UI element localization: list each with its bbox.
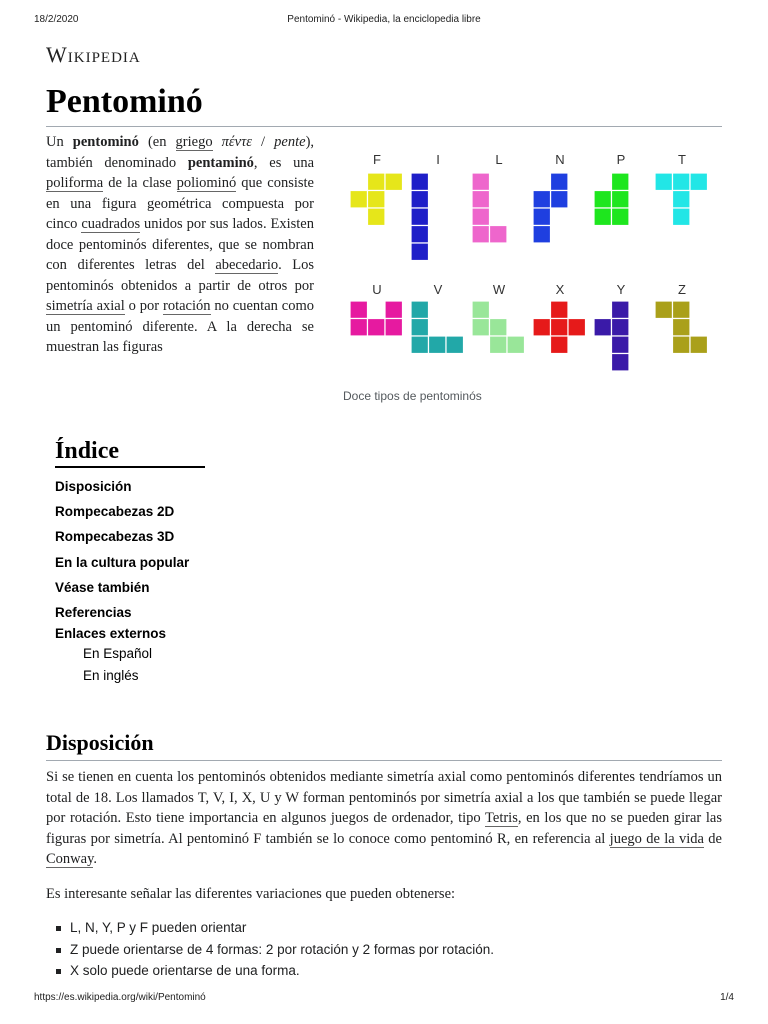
pentomino-cell [368, 208, 386, 226]
print-date: 18/2/2020 [34, 14, 79, 25]
page-title: Pentominó [46, 80, 722, 127]
pentomino-cell [411, 319, 429, 337]
link-rotacion[interactable]: rotación [163, 298, 211, 314]
pentomino-cell [673, 173, 691, 191]
pentomino-cell [690, 173, 708, 191]
pentomino-cell [472, 191, 490, 209]
term-pentomino: pentominó [72, 134, 139, 150]
pentomino-t [655, 152, 708, 226]
pentomino-p [594, 152, 629, 226]
wikipedia-logo[interactable]: Wikipedia [46, 42, 141, 67]
toc-item[interactable]: Referencias [55, 604, 132, 620]
pentomino-cell [385, 319, 403, 337]
pentomino-cell [411, 243, 429, 261]
pentomino-cell [655, 173, 673, 191]
pentomino-cell [594, 191, 612, 209]
pentomino-label: N [555, 152, 565, 167]
pentomino-l [472, 152, 507, 243]
pentomino-y [594, 282, 629, 371]
link-conway[interactable]: Conway [46, 851, 94, 867]
pentomino-cell [551, 191, 569, 209]
pentomino-cell [612, 191, 630, 209]
pentomino-cell [673, 208, 691, 226]
figure-caption: Doce tipos de pentominós [343, 389, 482, 403]
pentomino-cell [472, 226, 490, 244]
link-poliforma[interactable]: poliforma [46, 175, 104, 191]
link-griego[interactable]: griego [175, 134, 213, 150]
pentomino-cell [655, 301, 673, 319]
pentomino-label: X [555, 282, 565, 297]
link-cuadrados[interactable]: cuadrados [81, 216, 141, 232]
pentomino-cell [673, 319, 691, 337]
link-juego-de-la-vida[interactable]: juego de la vida [609, 830, 704, 847]
pentomino-cell [350, 191, 368, 209]
link-abecedario[interactable]: abecedario [215, 257, 279, 273]
pentomino-cell [411, 191, 429, 209]
pentomino-cell [612, 354, 630, 372]
greek-word: πέντε [221, 134, 252, 150]
variations-list [46, 917, 722, 982]
print-header [0, 14, 768, 28]
toc-title: Índice [55, 438, 205, 468]
print-page-number: 1/4 [720, 992, 734, 1003]
table-of-contents [55, 438, 215, 687]
pentomino-cell [673, 336, 691, 354]
intro-paragraph: Un pentominó (en griego πέντε / pente), también denominado pentaminó, es una poliforma de la clase poliominó que consiste en una figura geométrica compuesta por cinco cuadrados unidos por sus lados. Existen doce pentominós diferentes, que se nombran con diferentes letras del abecedario. Los pentominós obtenidos a partir de otros por simetría axial o por rotación no cuentan como un pentominó diferente. A la derecha se muestran las figuras [46, 134, 315, 355]
pentomino-f [350, 152, 403, 226]
pentomino-figure[interactable] [342, 150, 722, 410]
print-url: https://es.wikipedia.org/wiki/Pentominó [34, 992, 206, 1003]
pentomino-cell [490, 226, 508, 244]
pentomino-label: W [492, 282, 506, 297]
pentomino-cell [446, 336, 464, 354]
toc-item[interactable]: Véase también [55, 579, 150, 595]
pentomino-label: V [433, 282, 443, 297]
pentomino-z [655, 282, 708, 354]
term-pentamino: pentaminó [187, 154, 254, 171]
pentomino-i [411, 152, 440, 261]
pentomino-cell [594, 319, 612, 337]
pentomino-cell [385, 301, 403, 319]
pentomino-n [533, 152, 568, 243]
pentomino-cell [472, 319, 490, 337]
pentomino-cell [612, 319, 630, 337]
pentomino-label: U [372, 282, 382, 297]
pentomino-cell [490, 319, 508, 337]
pentomino-cell [551, 319, 569, 337]
pentomino-cell [411, 208, 429, 226]
toc-item[interactable]: Rompecabezas 3D [55, 529, 175, 545]
list-item: Z puede orientarse de 4 formas: 2 por rotación y 2 formas por rotación. [46, 939, 722, 961]
pentomino-label: Z [678, 282, 686, 297]
toc-item[interactable]: Rompecabezas 2D [55, 504, 175, 520]
pentomino-v [411, 282, 464, 354]
pentomino-cell [612, 208, 630, 226]
pentomino-cell [472, 301, 490, 319]
pentomino-cell [368, 173, 386, 191]
pentomino-cell [673, 301, 691, 319]
pentomino-label: T [678, 152, 686, 167]
print-doc-title: Pentominó - Wikipedia, la enciclopedia libre [287, 14, 481, 25]
pentomino-cell [533, 208, 551, 226]
toc-item[interactable]: En la cultura popular [55, 554, 190, 570]
pentomino-cell [411, 336, 429, 354]
section-heading-disposicion: Disposición [46, 728, 722, 761]
toc-subitem[interactable]: En inglés [83, 668, 139, 684]
pentomino-cell [350, 319, 368, 337]
disposicion-paragraph-1: Si se tienen en cuenta los pentominós obtenidos mediante simetría axial como pentominós diferentes tendríamos un total de 18. Los llamados T, V, I, X, U y W forman pentominós por simetría axial a los que también se puede llegar por rotación. Esto tiene importancia en algunos juegos de ordenador, tipo Tetris, en los que no se pueden girar las figuras por simetría. Al pentominó F también se lo conoce como pentominó R, en referencia al juego de la vida de Conway. [46, 769, 722, 867]
pentomino-cell [472, 173, 490, 191]
list-item: L, N, Y, P y F pueden orientar [46, 917, 722, 939]
pentomino-cell [533, 191, 551, 209]
pentomino-label: P [616, 152, 626, 167]
pentomino-cell [411, 226, 429, 244]
toc-item[interactable]: Disposición [55, 479, 132, 494]
pentomino-label: Y [616, 282, 626, 297]
pentomino-cell [533, 226, 551, 244]
pentomino-cell [490, 336, 508, 354]
pentomino-cell [368, 319, 386, 337]
pentomino-cell [507, 336, 525, 354]
toc-sublist [55, 643, 215, 687]
pentomino-cell [551, 301, 569, 319]
pentomino-cell [551, 173, 569, 191]
pentomino-cell [568, 319, 586, 337]
toc-item[interactable]: Enlaces externos [55, 626, 167, 642]
print-footer [0, 992, 768, 1006]
pentomino-cell [429, 336, 447, 354]
pentomino-cell [594, 208, 612, 226]
list-item: X solo puede orientarse de una forma. [46, 960, 722, 982]
pentomino-cell [673, 191, 691, 209]
toc-subitem[interactable]: En Español [83, 646, 153, 662]
pentomino-label: F [373, 152, 381, 167]
pentomino-cell [411, 301, 429, 319]
pentomino-cell [690, 336, 708, 354]
pentomino-cell [350, 301, 368, 319]
pente-word: pente [274, 134, 306, 150]
pentomino-cell [612, 173, 630, 191]
pentomino-w [472, 282, 525, 354]
toc-list [55, 474, 215, 643]
link-tetris[interactable]: Tetris [485, 810, 518, 826]
pentomino-cell [612, 336, 630, 354]
pentomino-cell [472, 208, 490, 226]
pentomino-cell [533, 319, 551, 337]
pentomino-u [350, 282, 403, 336]
pentomino-cell [551, 336, 569, 354]
link-poliomino[interactable]: poliominó [176, 175, 237, 191]
link-simetria-axial[interactable]: simetría axial [46, 298, 125, 314]
pentomino-x [533, 282, 586, 354]
pentomino-cell [411, 173, 429, 191]
pentomino-cell [368, 191, 386, 209]
disposicion-paragraph-2: Es interesante señalar las diferentes variaciones que pueden obtenerse: [46, 886, 456, 902]
pentomino-cell [612, 301, 630, 319]
pentomino-cell [385, 173, 403, 191]
pentomino-label: I [436, 152, 440, 167]
pentomino-label: L [495, 152, 503, 167]
